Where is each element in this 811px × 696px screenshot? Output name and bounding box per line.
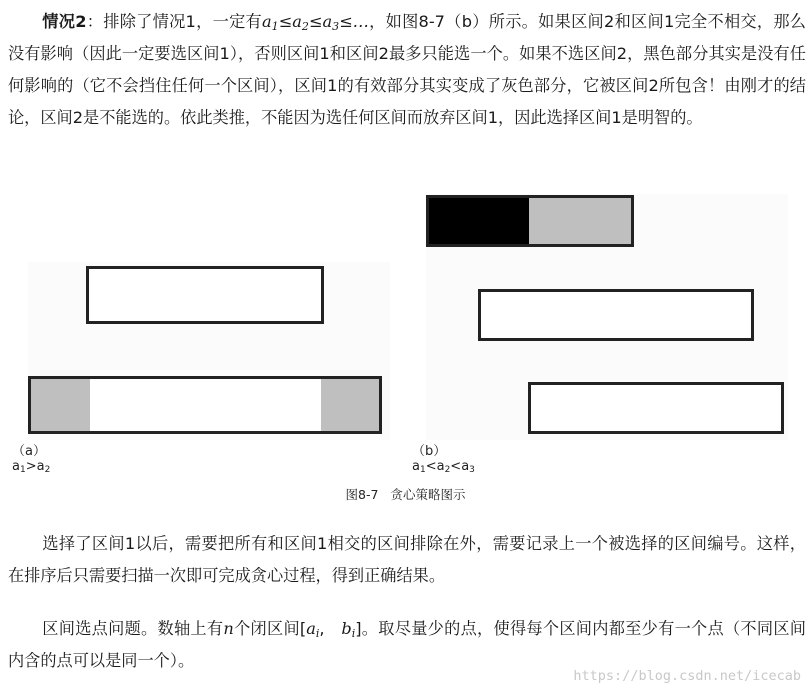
caption-b: $(b)a_1<a_2<a_3$ (412, 444, 475, 475)
interval-b1-black-part (429, 198, 529, 244)
paragraph-after-selection: 选择了区间1以后，需要把所有和区间1相交的区间排除在外，需要记录上一个被选择的区间编号。这样，在排序后只需要扫描一次即可完成贪心过程，得到正确结果。 (8, 534, 806, 585)
watermark: https://blog.csdn.net/icecab (573, 668, 801, 684)
interval-a1-gray-right (321, 379, 379, 431)
inequality-formula: $a_1\le a_2\le a_3\le\dots$ (262, 12, 369, 33)
paragraph-point-selection: 区间选点问题。数轴上有n个闭区间[$a_i$, $b_i$]。取尽量少的点，使得每个区间内都至少有一个点（不同区间内含的点可以是同一个）。 (8, 619, 806, 670)
caption-a: $(a)a_1>a_2$ (12, 444, 51, 475)
interval-a1-gray-left (31, 379, 90, 431)
interval-b2 (478, 289, 754, 341)
interval-b3 (528, 382, 784, 434)
interval-a2 (86, 266, 324, 324)
interval-b1 (426, 195, 634, 247)
paragraph-case-2: 情况2：排除了情况1，一定有$a_1\le a_2\le a_3\le\dots$，如图8-7（b）所示。如果区间2和区间1完全不相交，那么没有影响（因此一定要选区间1），否则区间1和区间2最多只能选一个。如果不选区间2，黑色部分其实是没有任何影响的（它不会挡住任何一个区间），区间1的有效部分其实变成了灰色部分，它被区间2所包含！由刚才的结论，区间2是不能选的。依此类推，不能因为选任何区间而放弃区间1，因此选择区间1是明智的。 (8, 12, 806, 127)
interval-a1 (28, 376, 382, 434)
figure-title: 图8-7 贪心策略图示 (345, 487, 466, 502)
case-2-lead: 情况2 (42, 12, 87, 31)
interval-b1-gray-part (529, 198, 631, 244)
